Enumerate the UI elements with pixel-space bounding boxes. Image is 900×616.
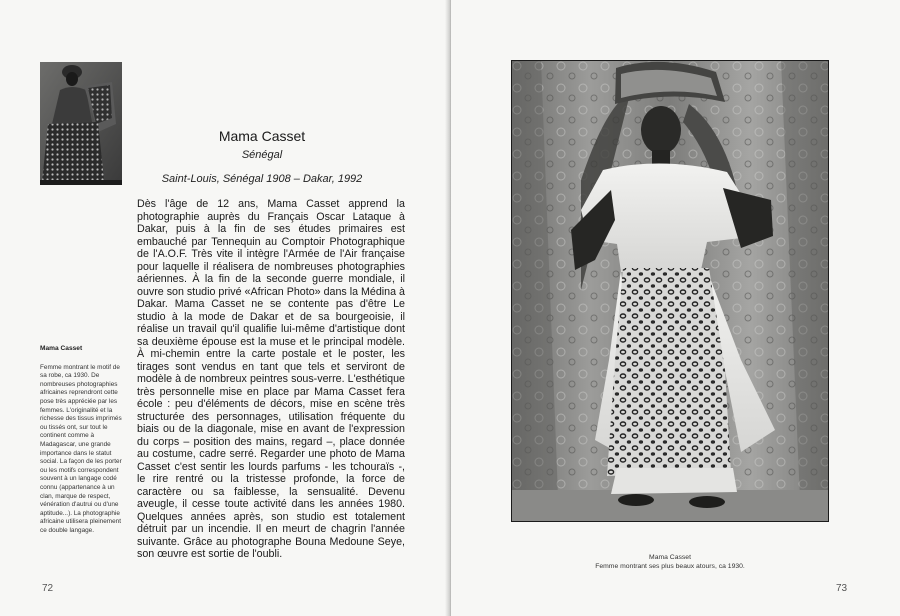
biography-text: Dès l'âge de 12 ans, Mama Casset apprend la photographie auprès du Français Oscar Lataque à Dakar, puis à la fin de ses études primaires est embauché par Tennequin au Comptoir Photographique de l'A.O.F. Très vite il intègre l'Armée de l'Air française pour laquelle il réalisera de nombreuses photographies aériennes. À la fin de la seconde guerre mondiale, il ouvre son studio privé «African Photo» dans la Médina à Dakar. Mama Casset ne se contente pas d'être Le studio à la mode de Dakar et de sa bourgeoisie, il réalise un travail qu'il qualifie lui-même d'artistique dont sa deuxième épouse est la muse et le principal modèle. À mi-chemin entre la carte postale et le poster, les tirages sont vendus en tant que tels et serviront de modèle à de nombreux peintres sous-verre. L'esthétique très personnelle mise en place par Mama Casset fera école : peu d'éléments de décors, mise en scène très structurée des personnages, utilisation fréquente du biais ou de la diagonale, mise en avant de l'expression du corps – position des mains, regard –, place donnée au costume, cadre serré. Regarder une photo de Mama Casset c'est sentir les lourds parfums - les tchouraïs -, le rire rentré ou la tristesse profonde, la force de caractère ou sa faiblesse, la sensualité. Devenu aveugle, il cesse toute activité dans les années 1980. Quelques années après, son studio est totalement détruit par un incendie. Il en meurt de chagrin l'année suivante. Grâce au photographe Bouna Medoune Seye, son œuvre est sortie de l'oubli. (137, 198, 405, 560)
author-country: Sénégal (241, 149, 283, 161)
left-page (0, 0, 449, 616)
thumbnail-photo-image (40, 62, 122, 185)
article-heading (137, 127, 387, 163)
author-dates: Saint-Louis, Sénégal 1908 – Dakar, 1992 (161, 173, 363, 185)
page-number-left: 72 (42, 583, 54, 594)
main-photo-image (511, 60, 829, 522)
thumbnail-caption-title: Mama Casset (40, 345, 83, 352)
main-photo (511, 60, 829, 522)
right-page (451, 0, 900, 616)
author-name: Mama Casset (218, 128, 306, 144)
page-number-right: 73 (836, 583, 848, 594)
main-photo-caption (511, 553, 829, 571)
thumbnail-photo (40, 62, 122, 185)
main-photo-caption-title: Mama Casset (649, 554, 691, 561)
thumbnail-caption (40, 345, 125, 535)
thumbnail-caption-text: Femme montrant le motif de sa robe, ca 1930. De nombreuses photographies africaines reprendront cette pose très appréciée par les femmes. L'originalité et la richesse des tissus imprimés ou tissés ont, sur tout le continent comme à Madagascar, une grande importance dans le statut social. La façon de les porter ou les motifs correspondent souvent à un langage codé connu (appartenance à un clan, marque de respect, vénération d'autrui ou d'une aptitude...). La photographie africaine utilisera pleinement ce double langage. (40, 363, 122, 534)
main-photo-caption-text: Femme montrant ses plus beaux atours, ca 1930. (595, 563, 745, 570)
